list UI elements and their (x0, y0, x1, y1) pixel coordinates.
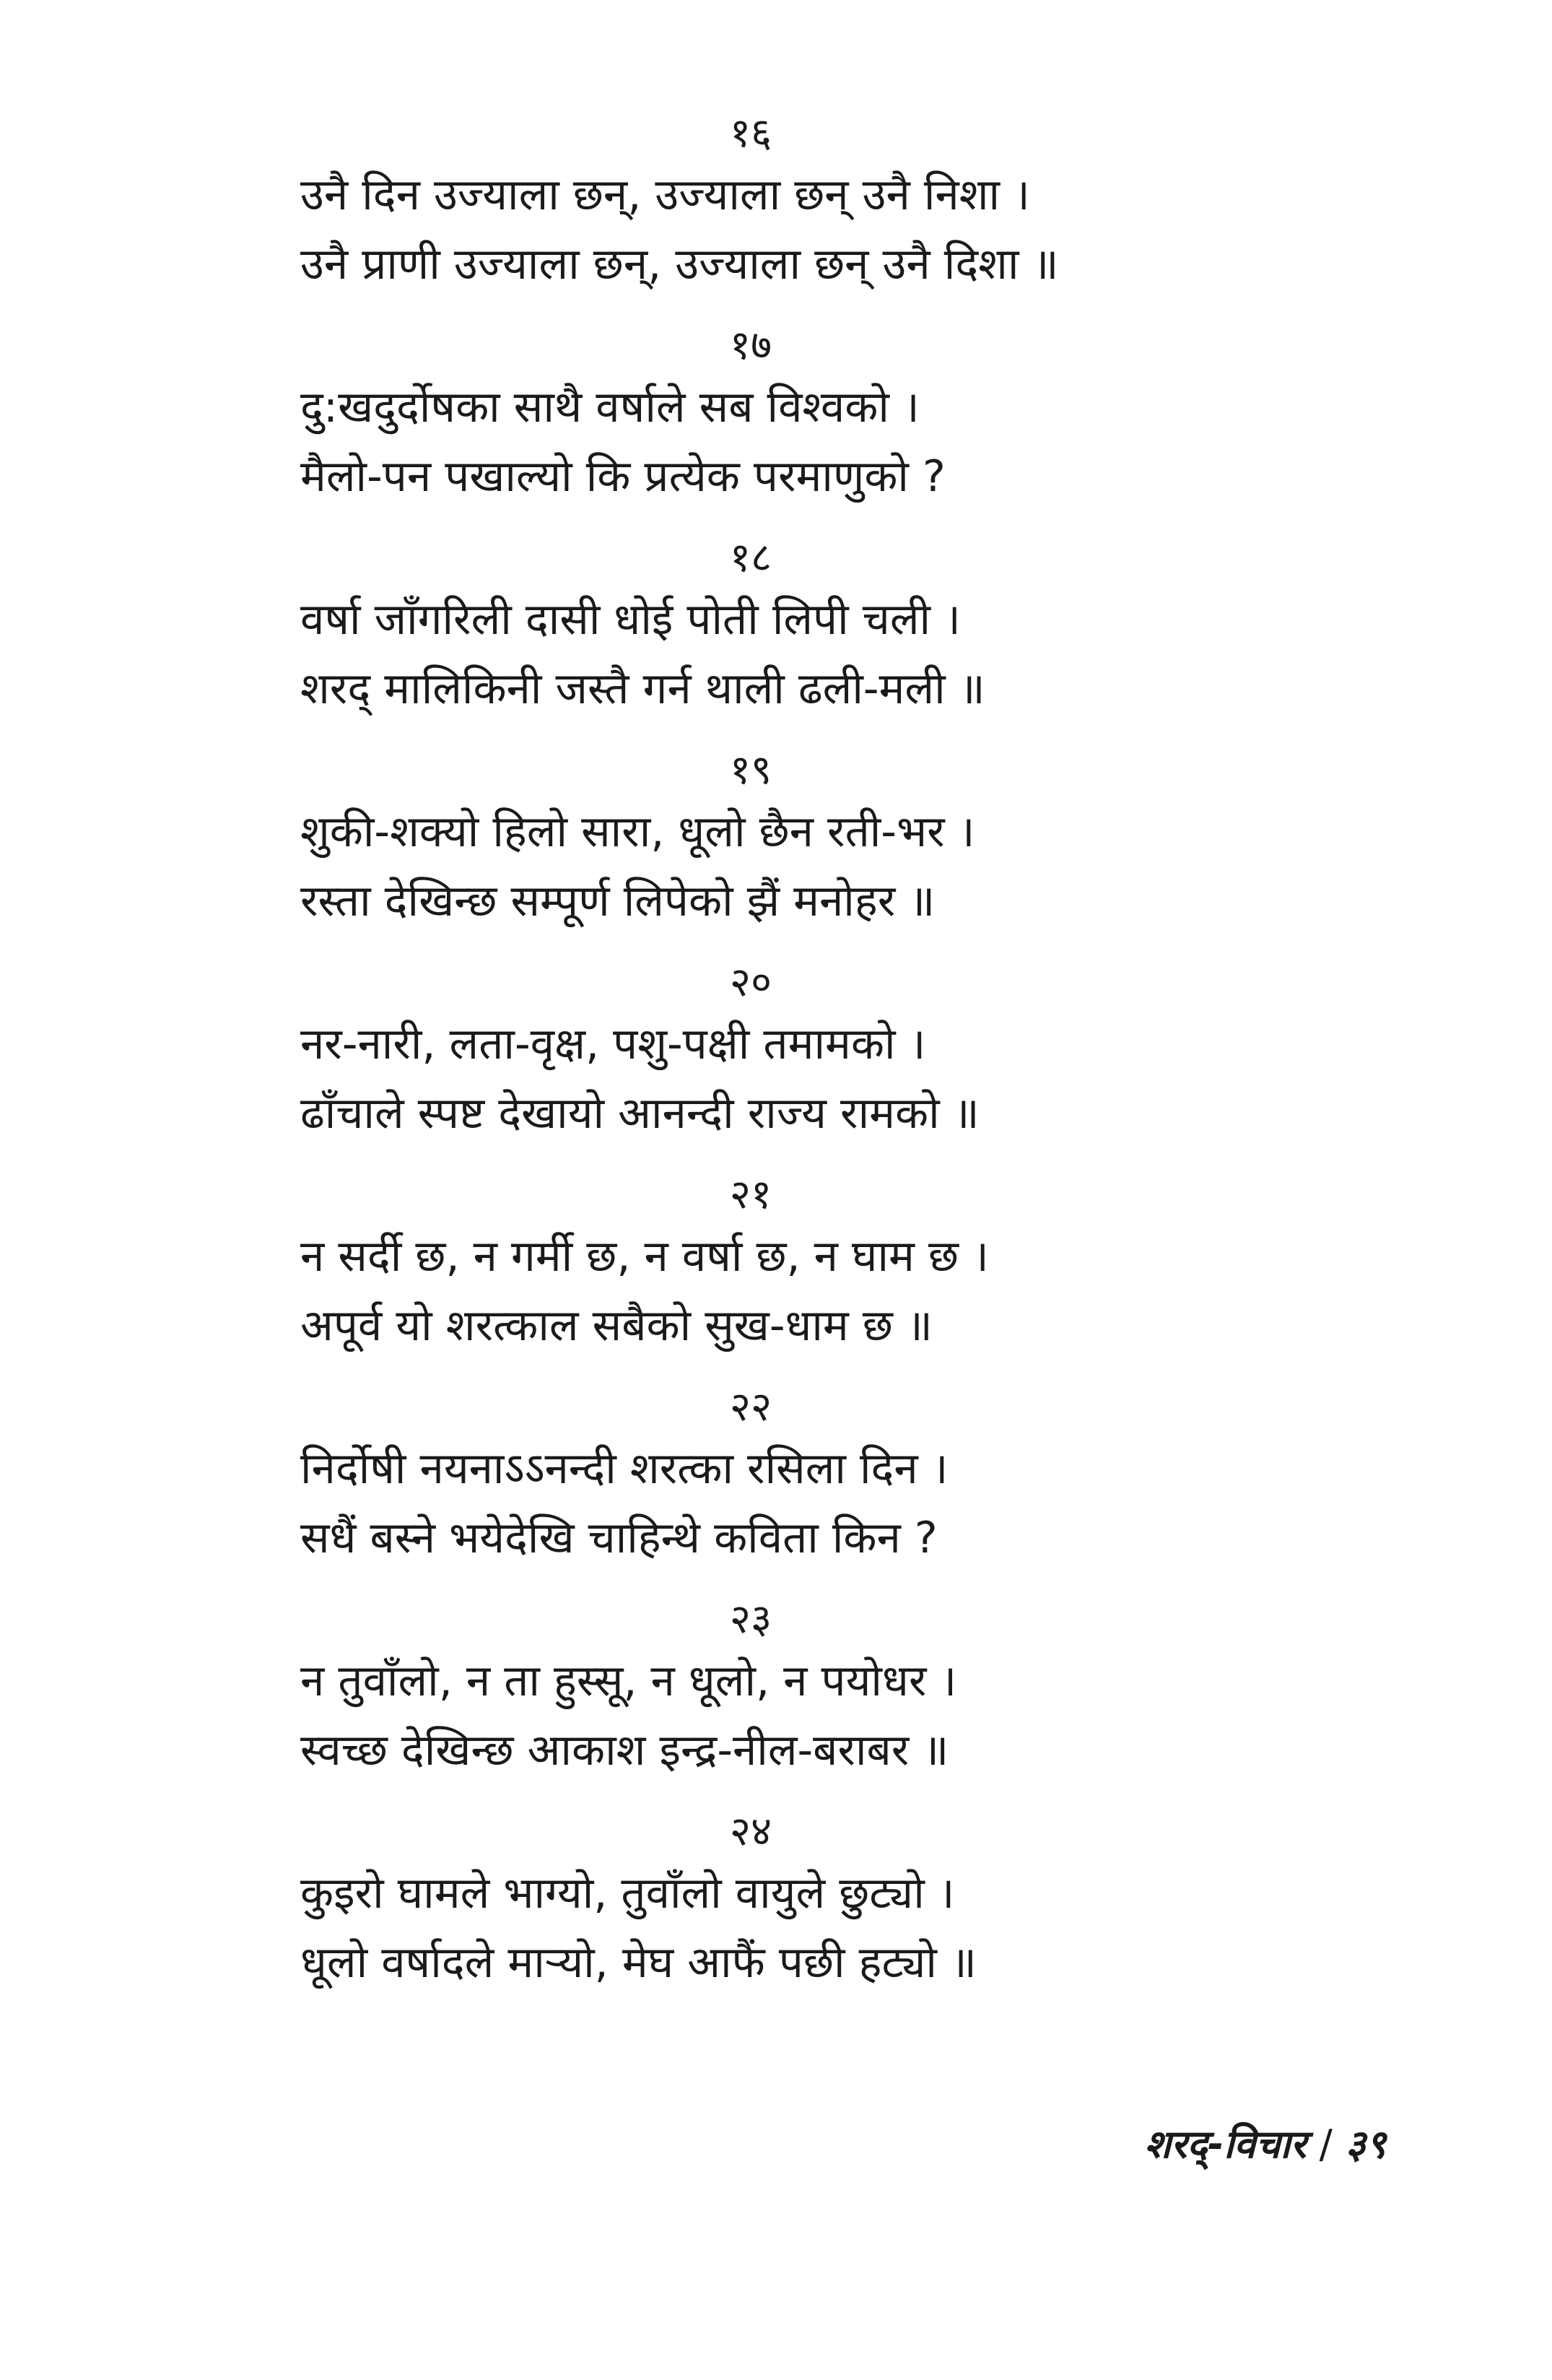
stanza-20 (0, 943, 1552, 1155)
stanza-number: २० (729, 959, 772, 1006)
stanza-number: १९ (729, 747, 772, 794)
stanza-number: २३ (729, 1596, 772, 1643)
verse-line: मैलो-पन पखाल्यो कि प्रत्येक परमाणुको ? (300, 451, 946, 502)
stanza-23 (0, 1580, 1552, 1792)
footer-separator: / (1319, 2121, 1333, 2167)
verse-line: न तुवाँलो, न ता हुस्सू, न धूलो, न पयोधर । (300, 1656, 957, 1706)
stanza-number: १६ (729, 110, 772, 157)
verse-line: कुइरो घामले भाग्यो, तुवाँलो वायुले छुट्यो । (300, 1868, 955, 1919)
verse-line: उनै दिन उज्याला छन्, उज्याला छन् उनै निशा । (300, 170, 1030, 220)
stanza-18 (0, 518, 1552, 731)
stanza-number: २१ (729, 1171, 772, 1218)
stanza-21 (0, 1155, 1552, 1368)
stanza-16 (0, 94, 1552, 306)
stanza-number: १८ (729, 534, 772, 581)
stanza-24 (0, 1792, 1552, 2005)
verse-line: सधैं बस्ने भयेदेखि चाहिन्थे कविता किन ? (300, 1513, 938, 1563)
stanza-19 (0, 731, 1552, 943)
stanza-17 (0, 306, 1552, 518)
stanza-22 (0, 1368, 1552, 1580)
verse-line: शरद् मालिकिनी जस्तै गर्न थाली ढली-मली ॥ (300, 664, 985, 714)
verse-line: दु:खदुर्दोषका साथै वर्षाले सब विश्वको । (300, 382, 920, 433)
verse-line: रस्ता देखिन्छ सम्पूर्ण लिपेको झैं मनोहर ॥ (300, 876, 936, 926)
stanza-number: २४ (729, 1808, 772, 1855)
page-number: ३९ (1345, 2121, 1386, 2167)
verse-line: अपूर्व यो शरत्काल सबैको सुख-धाम छ ॥ (300, 1300, 933, 1351)
verse-list (0, 94, 1552, 2005)
footer-title: शरद्-विचार (1144, 2121, 1307, 2167)
verse-line: वर्षा जाँगरिली दासी धोई पोती लिपी चली । (300, 594, 961, 645)
verse-line: नर-नारी, लता-वृक्ष, पशु-पक्षी तमामको । (300, 1019, 926, 1069)
stanza-number: २२ (729, 1384, 772, 1430)
verse-line: ढाँचाले स्पष्ट देखायो आनन्दी राज्य रामको ॥ (300, 1088, 980, 1139)
verse-line: निर्दोषी नयनाऽऽनन्दी शरत्का रसिला दिन । (300, 1443, 949, 1494)
stanza-number: १७ (729, 322, 772, 369)
verse-line: उनै प्राणी उज्याला छन्, उज्याला छन् उनै दिशा ॥ (300, 239, 1059, 290)
verse-line: न सर्दी छ, न गर्मी छ, न वर्षा छ, न घाम छ । (300, 1231, 989, 1282)
verse-line: शुकी-शक्यो हिलो सारा, धूलो छैन रती-भर । (300, 807, 975, 857)
verse-line: धूलो वर्षादले मार्‍यो, मेघ आफैं पछी हट्यो ॥ (300, 1937, 977, 1988)
running-footer (996, 2119, 1386, 2170)
verse-line: स्वच्छ देखिन्छ आकाश इन्द्र-नील-बराबर ॥ (300, 1725, 949, 1776)
